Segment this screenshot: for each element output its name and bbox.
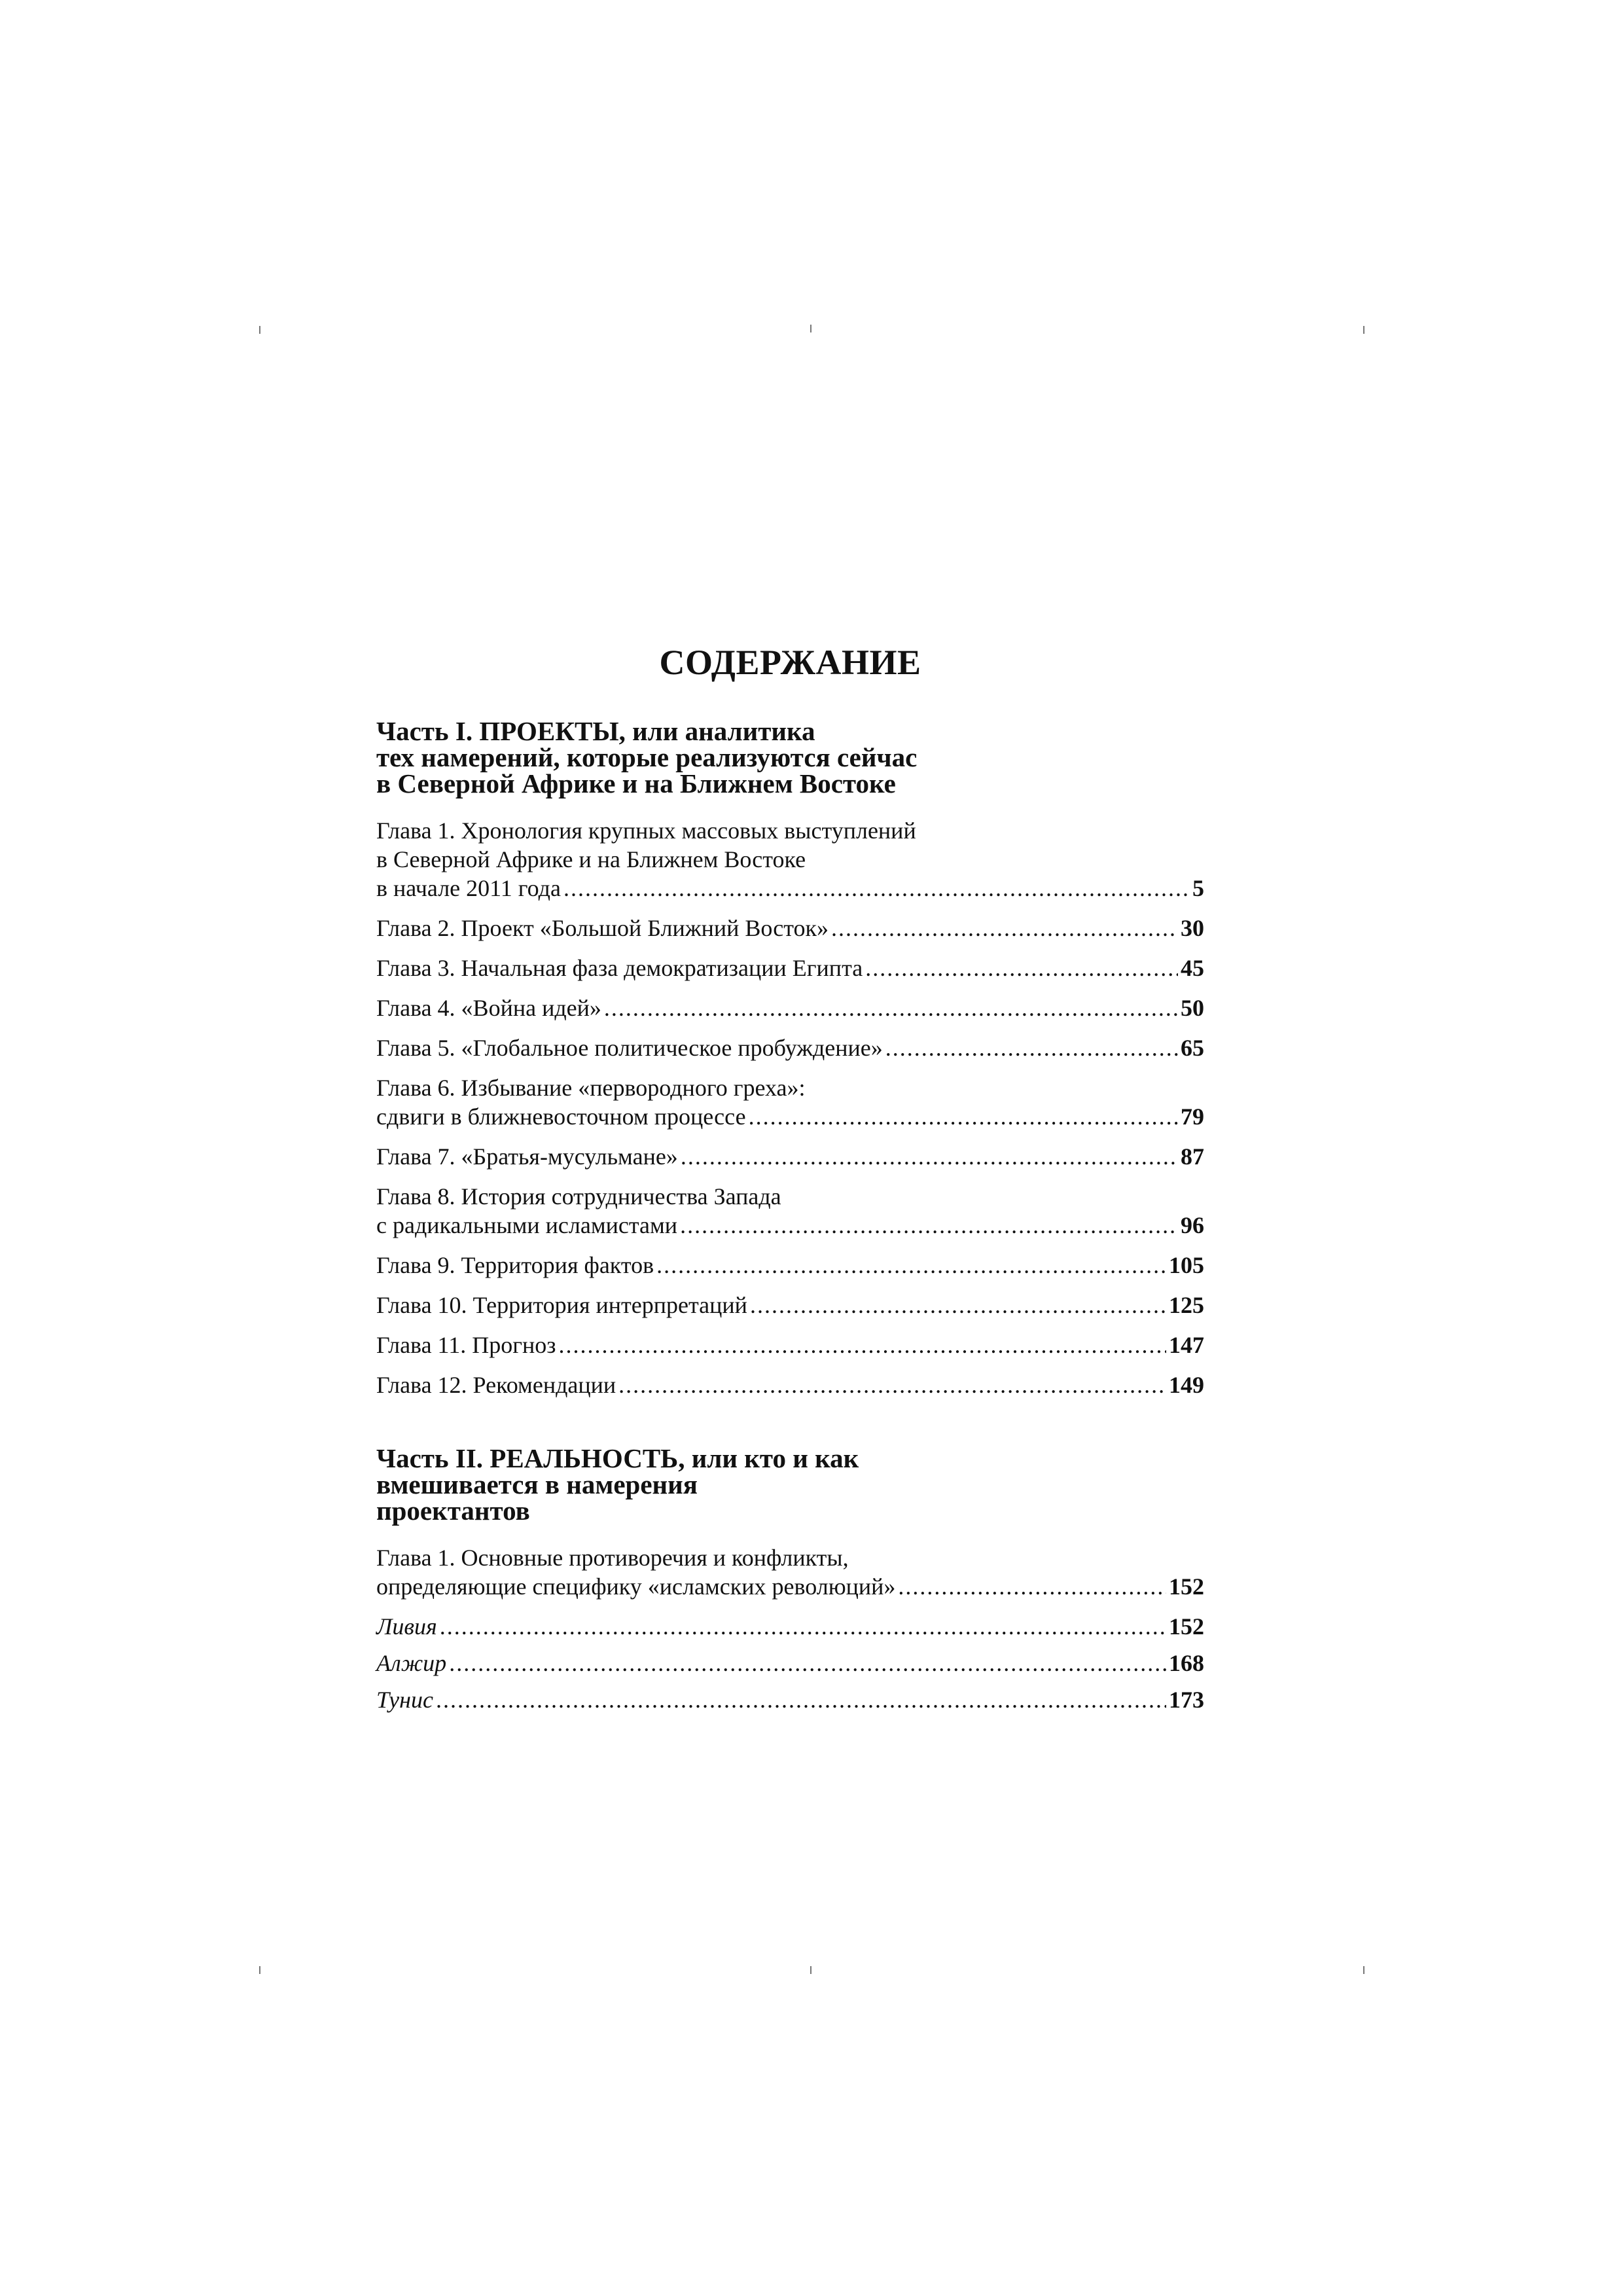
dot-leader [885,1033,1178,1062]
page-number: 125 [1169,1292,1204,1318]
toc-entry-final-line [376,1572,1204,1601]
toc-entry-final-line [376,1685,1204,1714]
page-title: СОДЕРЖАНИЕ [659,643,921,682]
page-number: 152 [1169,1613,1204,1640]
page-number: 147 [1169,1332,1204,1358]
part-heading-line: вмешивается в намерения [376,1469,698,1499]
page-number: 50 [1181,995,1204,1021]
toc-entry-final-line [376,954,1204,982]
toc-entry-text: Глава 11. Прогноз [376,1332,556,1358]
toc-entry[interactable] [376,1182,1204,1240]
dot-leader [604,994,1178,1022]
toc-entry[interactable] [376,1033,1204,1062]
toc-entry-text: Тунис [376,1687,433,1713]
page-number: 173 [1169,1687,1204,1713]
toc-entry-text: Глава 5. «Глобальное политическое пробуждение» [376,1035,883,1061]
page-number: 96 [1181,1212,1204,1238]
part-2 [376,1445,1204,1714]
page-number: 168 [1169,1650,1204,1676]
toc-entry-final-line [376,1033,1204,1062]
toc-entry[interactable] [376,994,1204,1022]
page-number: 152 [1169,1573,1204,1600]
toc-entry[interactable] [376,1612,1204,1641]
page-number: 65 [1181,1035,1204,1061]
dot-leader [436,1685,1166,1714]
page-number: 45 [1181,955,1204,981]
crop-mark-bottom-right [1363,1966,1364,1974]
toc-entry-text: Глава 7. «Братья-мусульмане» [376,1143,678,1170]
toc-entry-text: Глава 4. «Война идей» [376,995,601,1021]
part-heading-line: тех намерений, которые реализуются сейчас [376,742,918,772]
crop-mark-top-left [259,326,260,334]
dot-leader [449,1649,1166,1677]
crop-mark-bottom-center [810,1966,812,1974]
toc-entry-text: Глава 12. Рекомендации [376,1372,616,1398]
dot-leader [618,1371,1166,1399]
page-number: 79 [1181,1103,1204,1130]
part-heading-line: Часть II. РЕАЛЬНОСТЬ, или кто и как [376,1443,859,1473]
toc-entry-final-line [376,1251,1204,1280]
dot-leader [865,954,1178,982]
toc-entry-final-line [376,874,1204,903]
toc-entry-line: в Северной Африке и на Ближнем Востоке [376,846,806,872]
table-of-contents [376,645,1204,1722]
dot-leader [831,914,1178,942]
dot-leader [656,1251,1166,1280]
part-2-entries [376,1543,1204,1714]
toc-entry-text: определяющие специфику «исламских революций» [376,1573,896,1600]
page-number: 149 [1169,1372,1204,1398]
toc-entry[interactable] [376,1649,1204,1677]
toc-entry-final-line [376,1211,1204,1240]
dot-leader [749,1102,1178,1131]
toc-entry[interactable] [376,1685,1204,1714]
part-heading-line: в Северной Африке и на Ближнем Востоке [376,768,896,798]
crop-mark-bottom-left [259,1966,260,1974]
dot-leader [750,1291,1166,1319]
toc-entry[interactable] [376,1251,1204,1280]
toc-entry-text: сдвиги в ближневосточном процессе [376,1103,746,1130]
toc-entry[interactable] [376,816,1204,903]
part-2-heading [376,1445,1204,1524]
part-heading-line: проектантов [376,1496,530,1526]
part-1 [376,718,1204,1399]
toc-entry-text: Глава 2. Проект «Большой Ближний Восток» [376,915,829,941]
crop-mark-top-right [1363,326,1364,334]
toc-entry-final-line [376,1649,1204,1677]
toc-entry-line: Глава 1. Хронология крупных массовых выступлений [376,817,916,844]
toc-entry[interactable] [376,1291,1204,1319]
toc-entry-final-line [376,1102,1204,1131]
toc-entry-final-line [376,1331,1204,1359]
toc-entry-text: Глава 3. Начальная фаза демократизации Египта [376,955,863,981]
toc-entry[interactable] [376,1543,1204,1601]
page-number: 105 [1169,1252,1204,1278]
toc-entry-text: в начале 2011 года [376,875,561,901]
toc-entry-final-line [376,1612,1204,1641]
toc-entry-text: Глава 10. Территория интерпретаций [376,1292,747,1318]
toc-entry-final-line [376,1371,1204,1399]
toc-entry[interactable] [376,1371,1204,1399]
toc-entry-text: Ливия [376,1613,437,1640]
toc-entry-final-line [376,1142,1204,1171]
page-number: 30 [1181,915,1204,941]
toc-entry-line: Глава 1. Основные противоречия и конфликты, [376,1545,849,1571]
dot-leader [898,1572,1166,1601]
dot-leader [558,1331,1166,1359]
dot-leader [680,1211,1178,1240]
page-number: 87 [1181,1143,1204,1170]
toc-entry[interactable] [376,954,1204,982]
toc-entry-text: с радикальными исламистами [376,1212,678,1238]
toc-entry-line: Глава 8. История сотрудничества Запада [376,1183,781,1210]
toc-entry[interactable] [376,1073,1204,1131]
toc-entry[interactable] [376,1331,1204,1359]
part-1-entries [376,816,1204,1399]
toc-entry[interactable] [376,1142,1204,1171]
dot-leader [563,874,1190,903]
toc-entry-text: Глава 9. Территория фактов [376,1252,654,1278]
part-heading-line: Часть I. ПРОЕКТЫ, или аналитика [376,716,815,746]
toc-entry-line: Глава 6. Избывание «первородного греха»: [376,1075,806,1101]
toc-entry-text: Алжир [376,1650,447,1676]
dot-leader [440,1612,1166,1641]
toc-entry[interactable] [376,914,1204,942]
toc-entry-final-line [376,1291,1204,1319]
part-1-heading [376,718,1204,797]
toc-entry-final-line [376,914,1204,942]
crop-mark-top-center [810,325,812,332]
page-number: 5 [1192,875,1204,901]
dot-leader [681,1142,1178,1171]
toc-entry-final-line [376,994,1204,1022]
